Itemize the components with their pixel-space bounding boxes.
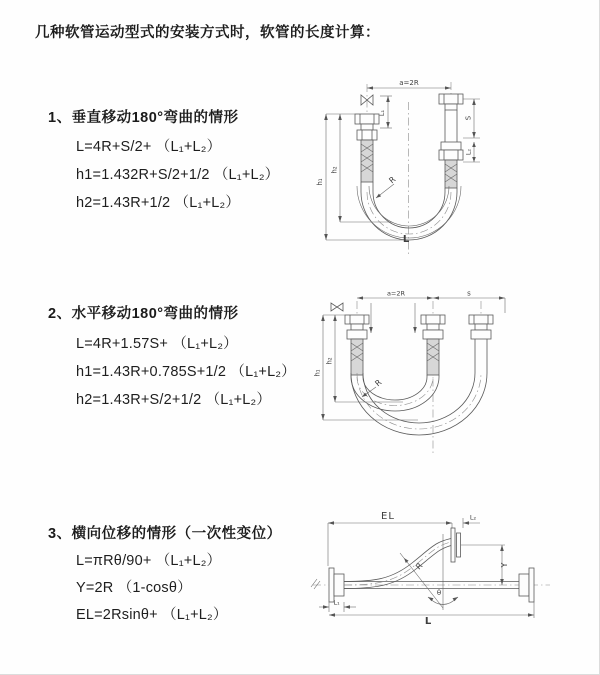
top-dimension (357, 290, 505, 314)
dim-label-h1: h₁ (316, 178, 324, 186)
dim-label-l2: L₂ (464, 148, 473, 156)
section-2-heading: 2、水平移动180°弯曲的情形 (48, 306, 239, 322)
left-hose-fitting (355, 114, 379, 192)
dim-label-l1: L₁ (333, 598, 340, 607)
dim-label-radius: R (414, 561, 425, 572)
dim-label-a2r: a=2R (386, 289, 406, 298)
diagram-vertical-180-bend (310, 70, 530, 260)
dim-label-length: L (424, 616, 432, 627)
dim-label-l1: L₁ (378, 109, 386, 117)
dim-label-shift: s (467, 289, 471, 298)
upper-right-flange (451, 528, 461, 562)
section-1-formula-h2: h2=1.43R+1/2 （L₁+L₂） (76, 195, 241, 211)
dim-label-radius: R (373, 377, 384, 389)
valve-icon (331, 303, 343, 311)
dim-label-l2: L₂ (469, 513, 477, 522)
dim-label-length: L (402, 234, 410, 245)
radius-callout (400, 553, 443, 608)
l2-dimension (463, 514, 480, 529)
radius-callout (376, 175, 398, 198)
dim-label-y: Y (500, 562, 509, 568)
fitting-height-ticks (369, 303, 417, 333)
left-hose-fitting (345, 315, 369, 377)
y-dimension (461, 545, 509, 585)
section-1-heading: 1、垂直移动180°弯曲的情形 (48, 110, 239, 126)
dim-label-theta: θ (436, 589, 442, 597)
left-flange (329, 568, 344, 602)
dim-label-a2r: a=2R (399, 79, 419, 87)
dim-label-s: S (464, 115, 473, 121)
section-1-formula-L: L=4R+S/2+ （L₁+L₂） (76, 139, 222, 155)
right-flange (519, 568, 534, 602)
section-2-formula-L: L=4R+1.57S+ （L₁+L₂） (76, 336, 238, 352)
section-3-formula-EL: EL=2Rsinθ+ （L₁+L₂） (76, 607, 228, 623)
diagram-lateral-displacement (300, 500, 555, 650)
el-dimension (328, 511, 452, 566)
diagram-horizontal-180-bend (308, 285, 540, 463)
right-dimensions (463, 99, 480, 162)
dim-label-h1: h₁ (313, 369, 322, 377)
l-dimension (329, 602, 534, 627)
dim-label-h2: h₂ (325, 357, 334, 365)
section-3-formula-Y: Y=2R （1-cosθ） (76, 580, 192, 596)
section-1-formula-h1: h1=1.432R+S/2+1/2 （L₁+L₂） (76, 167, 280, 183)
l1-dimension (319, 599, 356, 613)
right-hose-fitting (469, 315, 493, 373)
dim-label-el: EL (381, 511, 395, 522)
section-3-formula-L: L=πRθ/90+ （L₁+L₂） (76, 553, 222, 569)
section-2-formula-h1: h1=1.43R+0.785S+1/2 （L₁+L₂） (76, 364, 296, 380)
section-3-heading: 3、横向位移的情形（一次性变位） (48, 526, 282, 542)
page-title: 几种软管运动型式的安装方式时，软管的长度计算： (35, 25, 380, 41)
top-dimension (367, 79, 451, 90)
middle-hose-fitting (421, 315, 445, 377)
centerlines (357, 301, 481, 453)
u-bend-hose (357, 186, 461, 240)
right-hose-fitting (439, 94, 463, 192)
section-2-formula-h2: h2=1.43R+S/2+1/2 （L₁+L₂） (76, 392, 272, 408)
curved-hose-displaced-position (344, 539, 451, 589)
u-bend-hose-positions (351, 373, 487, 435)
dim-label-h2: h₂ (330, 166, 339, 174)
dim-label-radius: R (387, 174, 398, 186)
